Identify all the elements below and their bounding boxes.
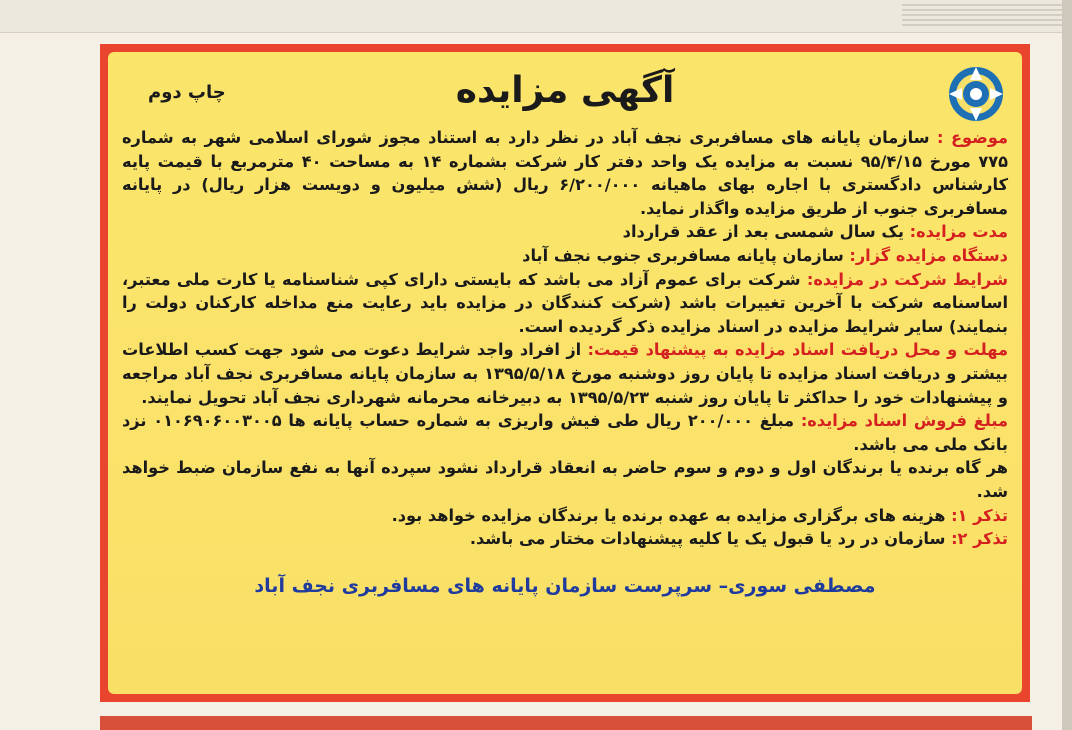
newspaper-side-edge <box>1062 0 1072 730</box>
duration-paragraph <box>122 220 1008 244</box>
forfeit-paragraph: هر گاه برنده یا برندگان اول و دوم و سوم حاضر به انعقاد قرارداد نشود سپرده آنها به نفع سازمان ضبط خواهد شد. <box>122 458 1008 501</box>
note2-label: تذکر ۲: <box>951 529 1008 549</box>
deadline-paragraph <box>122 338 1008 409</box>
conditions-text: شرکت برای عموم آزاد می باشد که بایستی دارای کپی شناسنامه یا کارت ملی معتبر، اساسنامه شرکت با آخرین تغییرات باشد (شرکت کنندگان در مزایده باید رعایت منع مداخله کارکنان دولت را بنمایند) سایر شرایط مزایده در اسناد مزایده ذکر گردیده است. <box>122 269 1008 336</box>
conditions-paragraph <box>122 268 1008 339</box>
price-paragraph <box>122 409 1008 456</box>
duration-text: یک سال شمسی بعد از عقد قرارداد <box>622 222 910 242</box>
next-ad-border <box>100 716 1032 730</box>
organizer-paragraph <box>122 244 1008 268</box>
subject-text: سازمان پایانه های مسافربری نجف آباد در نظر دارد به استناد مجوز شورای اسلامی شهر به شماره ۷۷۵ مورخ ۹۵/۴/۱۵ نسبت به مزایده یک واحد دفتر کار شرکت بشماره ۱۴ به مساحت ۴۰ مترمربع با قیمت پایه کارشناس دادگستری با اجاره بهای ماهیانه ۶/۲۰۰/۰۰۰ ریال (شش میلیون و دویست هزار ریال) در پایانه مسافربری جنوب از طریق مزایده واگذار نماید. <box>122 128 1008 218</box>
newspaper-top-edge <box>0 0 1072 33</box>
subject-label: موضوع : <box>937 128 1008 147</box>
auction-advertisement <box>100 44 1030 702</box>
price-text: مبلغ ۲۰۰/۰۰۰ ریال طی فیش واریزی به شماره حساب پایانه ها ۰۱۰۶۹۰۶۰۰۳۰۰۵ نزد بانک ملی می باشد. <box>122 411 1008 454</box>
deadline-label: مهلت و محل دریافت اسناد مزایده به پیشنهاد قیمت: <box>587 340 1008 360</box>
note1-paragraph <box>122 504 1008 528</box>
advertisement-body <box>108 52 1022 694</box>
page-title: آگهی مزایده <box>455 70 675 111</box>
advertisement-header <box>122 60 1008 126</box>
edition-label: چاپ دوم <box>148 82 226 103</box>
organizer-text: سازمان پایانه مسافربری جنوب نجف آباد <box>522 245 850 265</box>
note1-label: تذکر ۱: <box>951 505 1008 525</box>
signature: مصطفی سوری– سرپرست سازمان پایانه های مسافربری نجف آباد <box>254 574 876 597</box>
conditions-label: شرایط شرکت در مزایده: <box>806 269 1008 289</box>
price-label: مبلغ فروش اسناد مزایده: <box>800 411 1008 431</box>
deadline-text: از افراد واجد شرایط دعوت می شود جهت کسب اطلاعات بیشتر و دریافت اسناد مزایده تا پایان روز دوشنبه مورخ ۱۳۹۵/۵/۱۸ به سازمان پایانه مسافربری نجف آباد مراجعه و پیشنهادات خود را حداکثر تا پایان روز شنبه ۱۳۹۵/۵/۲۳ به دبیرخانه محرمانه شهرداری نجف آباد تحویل نمایند. <box>122 340 1008 407</box>
newspaper-text-lines <box>902 4 1062 26</box>
note2-paragraph <box>122 527 1008 551</box>
organizer-label: دستگاه مزایده گزار: <box>849 245 1008 265</box>
duration-label: مدت مزایده: <box>909 222 1008 242</box>
note1-text: هزینه های برگزاری مزایده به عهده برنده یا برندگان مزایده خواهد بود. <box>391 505 952 525</box>
subject-paragraph <box>122 126 1008 220</box>
note2-text: سازمان در رد یا قبول یک یا کلیه پیشنهادات مختار می باشد. <box>469 529 952 549</box>
advertisement-text <box>122 126 1008 551</box>
bus-terminal-logo-icon <box>946 64 1006 124</box>
